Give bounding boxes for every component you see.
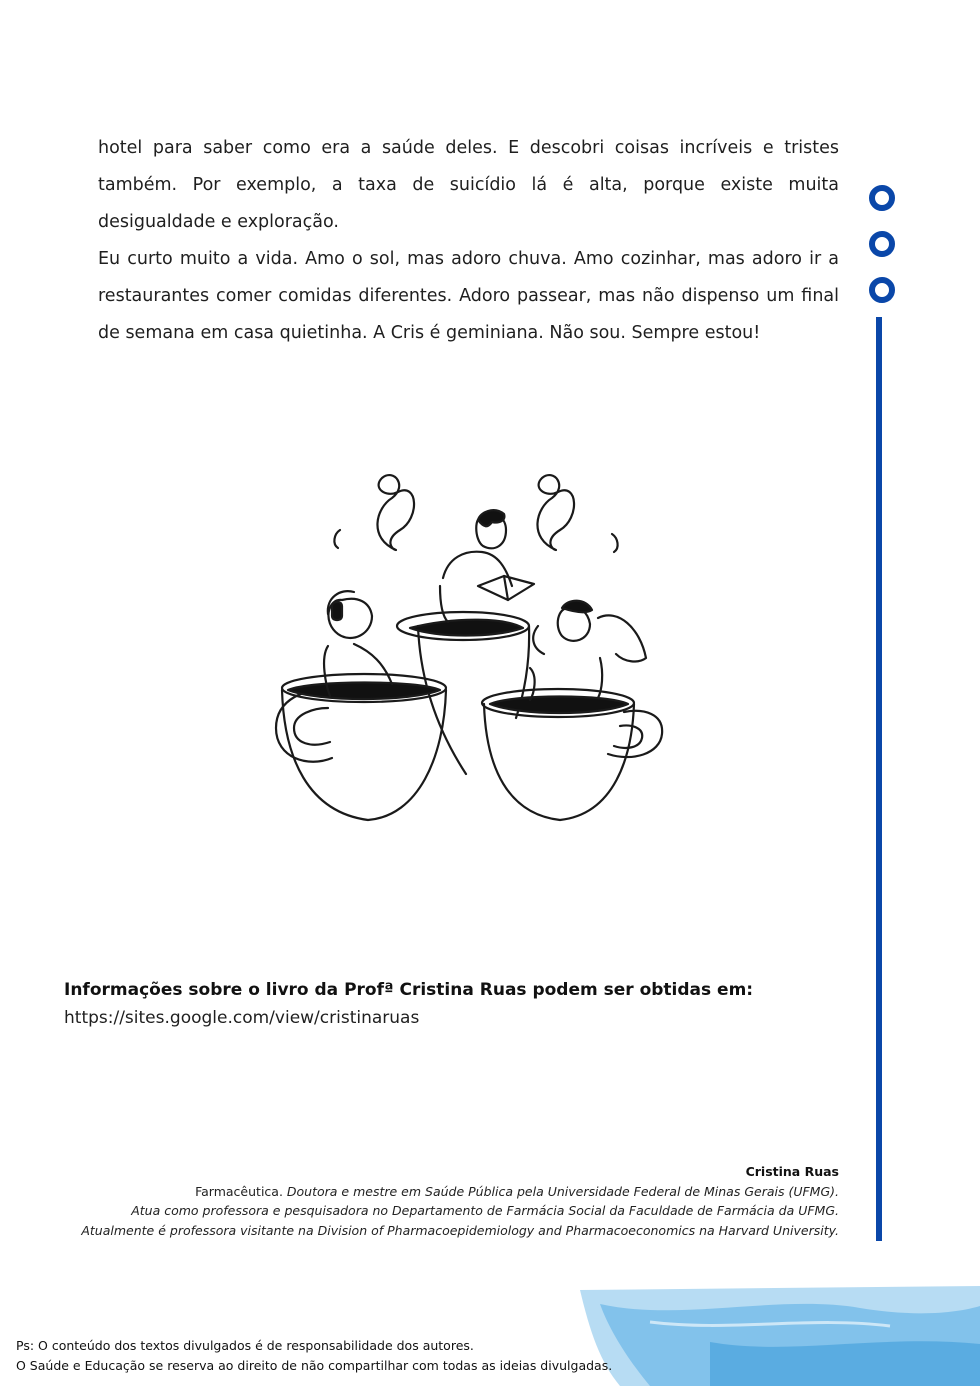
article-body [98,130,839,352]
paragraph-1: hotel para saber como era a saúde deles. E descobri coisas incríveis e tristes também. Por exemplo, a taxa de suicídio lá é alta, porque existe muita desigualdade e exploração. [98,138,839,232]
author-name: Cristina Ruas [745,1164,839,1179]
side-decoration [867,183,897,1243]
author-line-1 [59,1182,839,1202]
footnote-line-2: O Saúde e Educação se reserva ao direito de não compartilhar com todas as ideias divulgadas. [16,1358,613,1373]
info-heading: Informações sobre o livro da Profª Cristina Ruas podem ser obtidas em: [64,980,754,1000]
author-bio [59,1162,839,1240]
vertical-rule [876,317,882,1241]
author-position: Atua como professora e pesquisadora no Departamento de Farmácia Social da Faculdade de Farmácia da UFMG. [131,1203,839,1218]
author-line-3 [59,1221,839,1241]
author-role: Farmacêutica. [195,1183,283,1199]
book-link[interactable]: https://sites.google.com/view/cristinaruas [64,1008,420,1028]
author-line-2 [59,1201,839,1221]
paragraph-2: Eu curto muito a vida. Amo o sol, mas adoro chuva. Amo cozinhar, mas adoro ir a restaurantes comer comidas diferentes. Adoro passear, mas não dispenso um final de semana em casa quietinha. A Cris é geminiana. Não sou. Sempre estou! [98,249,839,343]
book-info [64,980,864,1028]
ring-icon [872,188,892,208]
author-visiting: Atualmente é professora visitante na Division of Pharmacoepidemiology and Pharmacoeconomics na Harvard University. [81,1222,839,1238]
wave-front [710,1341,980,1386]
author-degree: Doutora e mestre em Saúde Pública pela Universidade Federal de Minas Gerais (UFMG). [286,1183,839,1199]
footnote-line-1: Ps: O conteúdo dos textos divulgados é de responsabilidade dos autores. [16,1338,474,1353]
footnote [16,1336,716,1376]
ring-icon [872,280,892,300]
coffee-cups-illustration [268,458,668,828]
ring-icon [872,234,892,254]
